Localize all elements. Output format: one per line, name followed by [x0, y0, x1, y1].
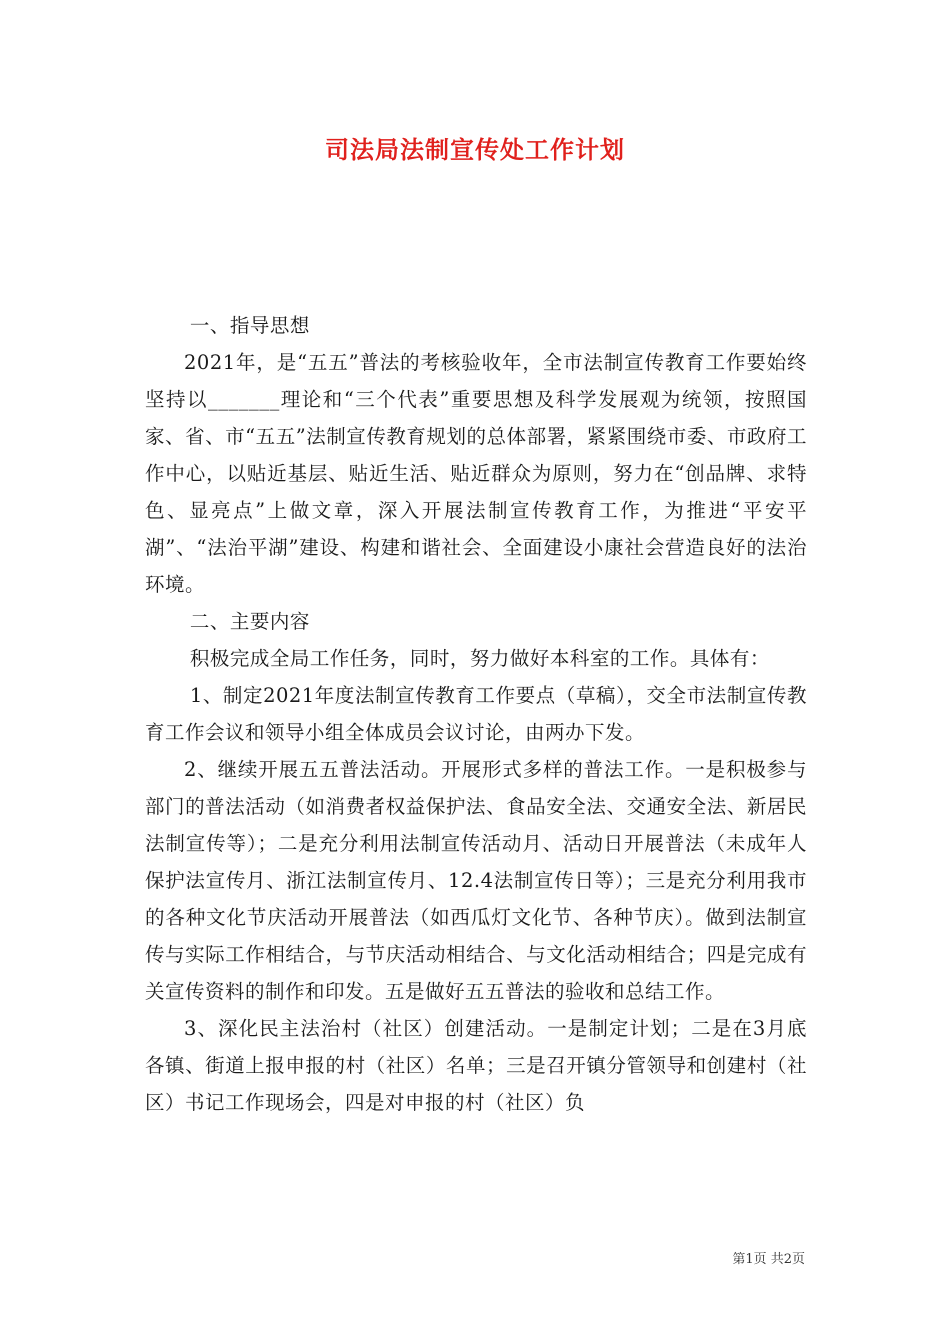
page-number: 第1页 共2页: [732, 1252, 805, 1267]
paragraph-intro: 积极完成全局工作任务，同时，努力做好本科室的工作。具体有：: [189, 647, 770, 670]
document-title: 司法局法制宣传处工作计划: [325, 135, 625, 164]
paragraph-item-1: 1、制定2021年度法制宣传教育工作要点（草稿），交全市法制宣传教育工作会议和领导小组全体成员会议讨论，由两办下发。: [145, 684, 807, 744]
paragraph-item-2: 2、继续开展五五普法活动。开展形式多样的普法工作。一是积极参与部门的普法活动（如消费者权益保护法、食品安全法、交通安全法、新居民法制宣传等）；二是充分利用法制宣传活动月、活动日开展普法（未成年人保护法宣传月、浙江法制宣传月、12.4法制宣传日等）；三是充分利用我市的各种文化节庆活动开展普法（如西瓜灯文化节、各种节庆）。做到法制宣传与实际工作相结合，与节庆活动相结合、与文化活动相结合；四是完成有关宣传资料的制作和印发。五是做好五五普法的验收和总结工作。: [145, 758, 807, 1003]
paragraph-item-3: 3、深化民主法治村（社区）创建活动。一是制定计划；二是在3月底各镇、街道上报申报的村（社区）名单；三是召开镇分管领导和创建村（社区）书记工作现场会，四是对申报的村（社区）负: [145, 1017, 807, 1114]
section-heading-guiding-thought: 一、指导思想: [189, 314, 310, 337]
document-body: [145, 307, 807, 1121]
paragraph-guiding-thought: 2021年，是“五五”普法的考核验收年，全市法制宣传教育工作要始终坚持以_______理论和“三个代表”重要思想及科学发展观为统领，按照国家、省、市“五五”法制宣传教育规划的总体部署，紧紧围绕市委、市政府工作中心，以贴近基层、贴近生活、贴近群众为原则，努力在“创品牌、求特色、显亮点”上做文章，深入开展法制宣传教育工作，为推进“平安平湖”、“法治平湖”建设、构建和谐社会、全面建设小康社会营造良好的法治环境。: [145, 351, 807, 596]
section-heading-main-content: 二、主要内容: [189, 610, 310, 633]
